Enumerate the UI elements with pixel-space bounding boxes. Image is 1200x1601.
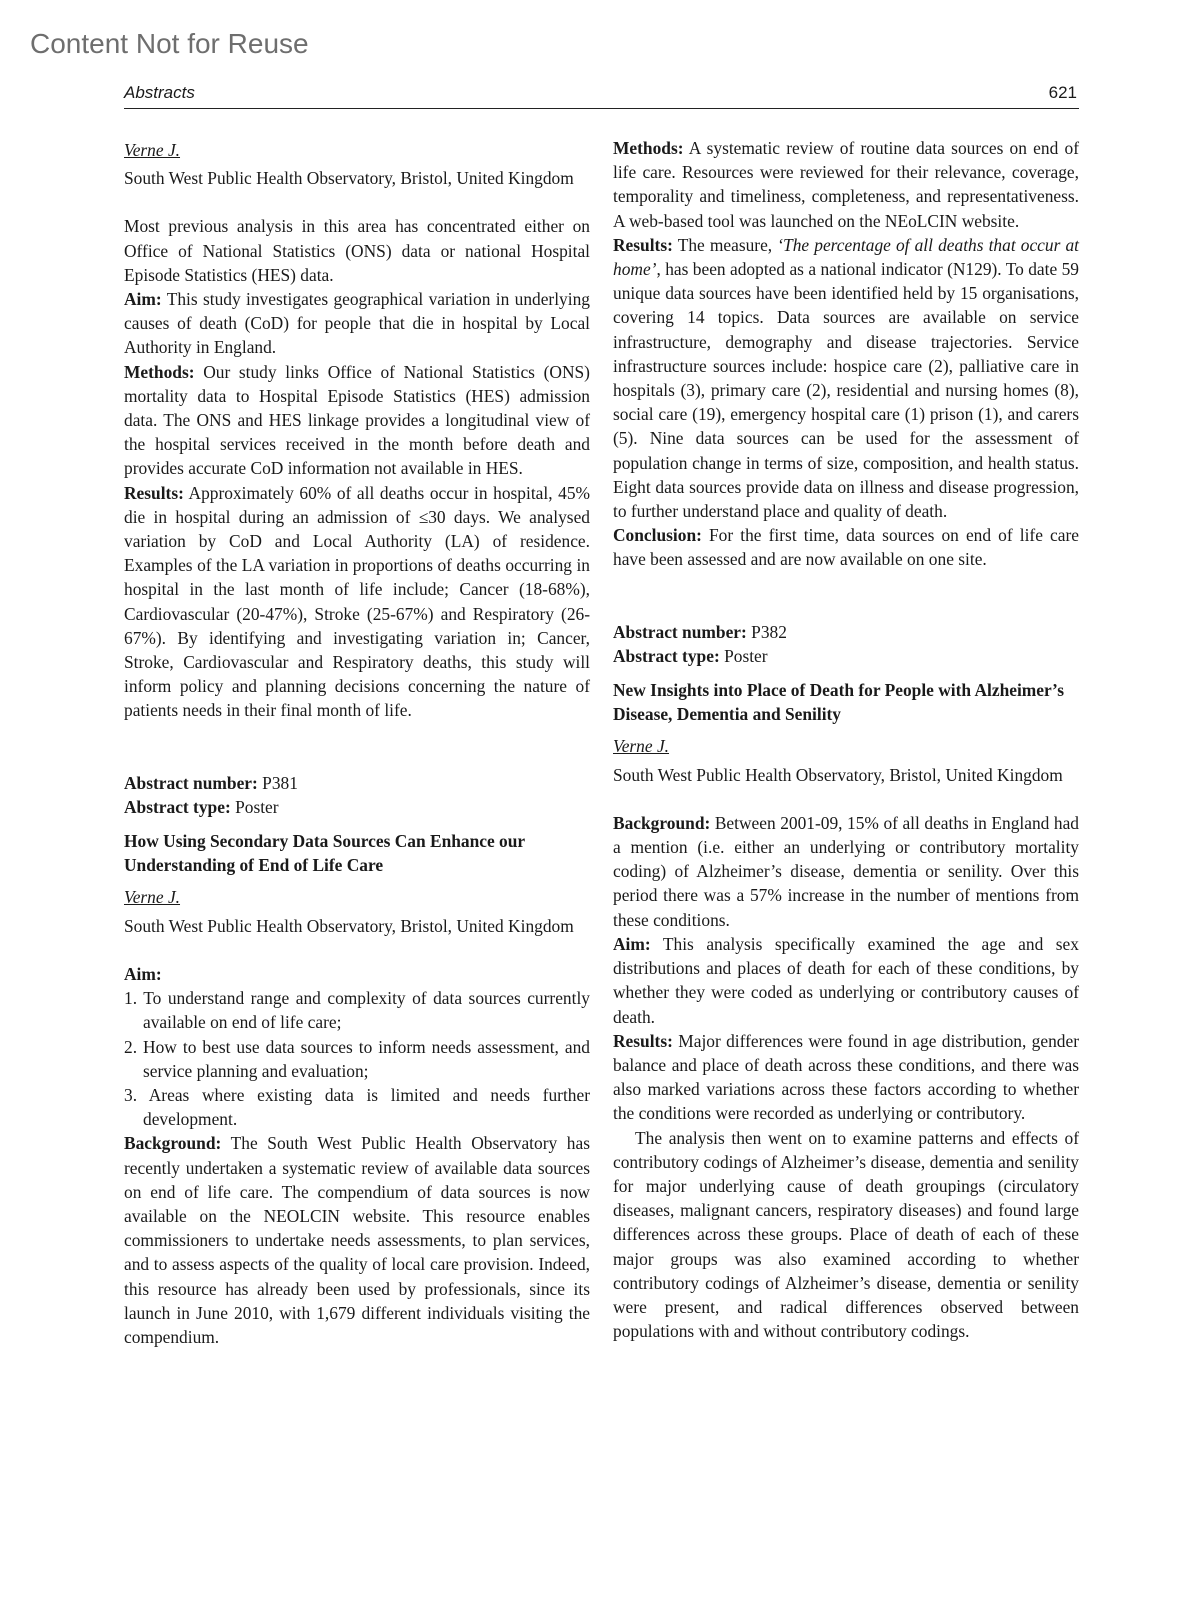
author: Verne J. [613, 736, 670, 757]
affiliation: South West Public Health Observatory, Bristol, United Kingdom [124, 915, 574, 936]
abstract-type-value: Poster [235, 796, 279, 817]
abstract-number-value: P382 [751, 621, 787, 642]
list-item: 3. Areas where existing data is limited and needs further development. [124, 1084, 590, 1130]
results-text: Approximately 60% of all deaths occur in hospital, 45% die in hospital during an admission of ≤30 days. We analysed variation by CoD and Local Authority (LA) of residence. Examples of the LA variation in proportions of deaths occurring in hospital in the last month of life include; Cancer (18-68%), Cardiovascular (20-47%), Stroke (25-67%) and Respiratory (26-67%). By identifying and investigating variation in; Cancer, Stroke, Cardiovascular and Respiratory deaths, this study will inform policy and planning decisions concerning the nature of patients needs in their final month of life. [124, 482, 591, 721]
left-column [124, 136, 590, 1349]
results-paragraph-2: The analysis then went on to examine patterns and effects of contributory codings of Alzheimer’s disease, dementia and senility for major underlying cause of death groupings (circulatory diseases, malignant cancers, respiratory diseases) and found large differences across these groups. Place of death of each of these major groups was also examined according to whether contributory codings of Alzheimer’s disease, dementia or senility were present, and radical differences observed between populations with and without contributory codings. [613, 1127, 1079, 1342]
aim-paragraph [613, 932, 1079, 1029]
aim-text: This analysis specifically examined the age and sex distributions and places of death for each of these conditions, by whether they were coded as underlying or contributory causes of death. [613, 933, 1079, 1027]
results-label: Results: [613, 1030, 673, 1051]
background-label: Background: [124, 1133, 222, 1154]
results-text-post: , has been adopted as a national indicator (N129). To date 59 unique data sources have been identified held by 15 organisations, covering 14 topics. Data sources are available on service infrastructure, demography and disease trajectories. Service infrastructure sources include: hospice care (2), palliative care in hospitals (3), primary care (2), residential and nursing homes (8), social care (19), emergency hospital care (1) prison (1), and carers (5). Nine data sources can be used for the assessment of population change in terms of size, composition, and health status. Eight data sources provide data on illness and disease progression, to further understand place and quality of death. [613, 259, 1079, 522]
abstract-number [613, 620, 1079, 644]
page-number: 621 [1048, 83, 1077, 102]
background-text: Between 2001-09, 15% of all deaths in England had a mention (i.e. either an underlying or contributory mortality coding) of Alzheimer’s disease, dementia or senility. Over this period there was a 57% increase in the number of mentions from these conditions. [613, 812, 1079, 930]
abstract-number-value: P381 [262, 772, 298, 793]
abstract-number-label: Abstract number: [613, 621, 747, 642]
background-paragraph [613, 811, 1079, 932]
conclusion-paragraph [613, 523, 1079, 571]
intro-paragraph: Most previous analysis in this area has concentrated either on Office of National Statistics (ONS) data or national Hospital Episode Statistics (HES) data. [124, 216, 590, 285]
affiliation: South West Public Health Observatory, Bristol, United Kingdom [124, 168, 574, 189]
methods-text: Our study links Office of National Statistics (ONS) mortality data to Hospital Episode Statistics (HES) admission data. The ONS and HES linkage provides a longitudinal view of the hospital services received in the month before death and provides accurate CoD information not available in HES. [124, 361, 590, 479]
background-label: Background: [613, 812, 711, 833]
conclusion-label: Conclusion: [613, 525, 702, 546]
aim-label: Aim: [124, 289, 162, 310]
right-column [613, 136, 1079, 1343]
results-text: Major differences were found in age distribution, gender balance and place of death across these conditions, and there was also marked variations across these factors according to whether the conditions were recorded as underlying or contributory. [613, 1030, 1079, 1124]
author: Verne J. [124, 887, 181, 908]
results-label: Results: [124, 482, 184, 503]
results-paragraph [124, 481, 590, 723]
methods-label: Methods: [124, 361, 195, 382]
aim-paragraph [124, 287, 590, 360]
affiliation: South West Public Health Observatory, Bristol, United Kingdom [613, 764, 1063, 785]
author: Verne J. [124, 140, 181, 160]
list-item: 2. How to best use data sources to inform needs assessment, and service planning and evaluation; [124, 1036, 590, 1081]
results-label: Results: [613, 234, 673, 255]
background-text: The South West Public Health Observatory has recently undertaken a systematic review of available data sources on end of life care. The compendium of data sources is now available on the NEOLCIN website. This resource enables commissioners to undertake needs assessments, to plan services, and to assess aspects of the quality of local care provision. Indeed, this resource has already been used by professionals, since its launch in June 2010, with 1,679 different individuals visiting the compendium. [124, 1133, 590, 1347]
list-item: 1. To understand range and complexity of data sources currently available on end of life care; [124, 988, 590, 1033]
results-paragraph [613, 1029, 1079, 1126]
background-paragraph [124, 1131, 590, 1349]
abstract-number-label: Abstract number: [124, 772, 258, 793]
abstract-type [613, 644, 1079, 668]
aim-label: Aim: [613, 933, 651, 954]
abstract-type-value: Poster [724, 645, 768, 666]
running-head [124, 80, 1079, 109]
abstract-title: New Insights into Place of Death for People with Alzheimer’s Disease, Dementia and Senility [613, 680, 1064, 725]
methods-paragraph [613, 136, 1079, 233]
conclusion-text: For the first time, data sources on end of life care have been assessed and are now available on one site. [613, 525, 1079, 570]
aim-text: This study investigates geographical variation in underlying causes of death (CoD) for people that die in hospital by Local Authority in England. [124, 289, 590, 358]
methods-label: Methods: [613, 138, 684, 158]
aim-list [124, 986, 590, 1131]
section-title: Abstracts [124, 83, 195, 102]
results-text-pre: The measure, [677, 234, 773, 255]
results-paragraph [613, 233, 1079, 523]
abstract-type-label: Abstract type: [613, 645, 720, 666]
abstract-type [124, 795, 590, 819]
abstract-number [124, 771, 590, 795]
methods-paragraph [124, 360, 590, 481]
abstract-type-label: Abstract type: [124, 796, 231, 817]
watermark: Content Not for Reuse [30, 28, 309, 59]
methods-text: A systematic review of routine data sources on end of life care. Resources were reviewed for their relevance, coverage, temporality and timeliness, completeness, and representativeness. A web-based tool was launched on the NEoLCIN website. [613, 138, 1079, 231]
abstract-title: How Using Secondary Data Sources Can Enhance our Understanding of End of Life Care [124, 831, 525, 876]
aim-label: Aim: [124, 963, 162, 984]
results-quote: ‘The percentage of all deaths that occur at home’ [613, 234, 1079, 280]
